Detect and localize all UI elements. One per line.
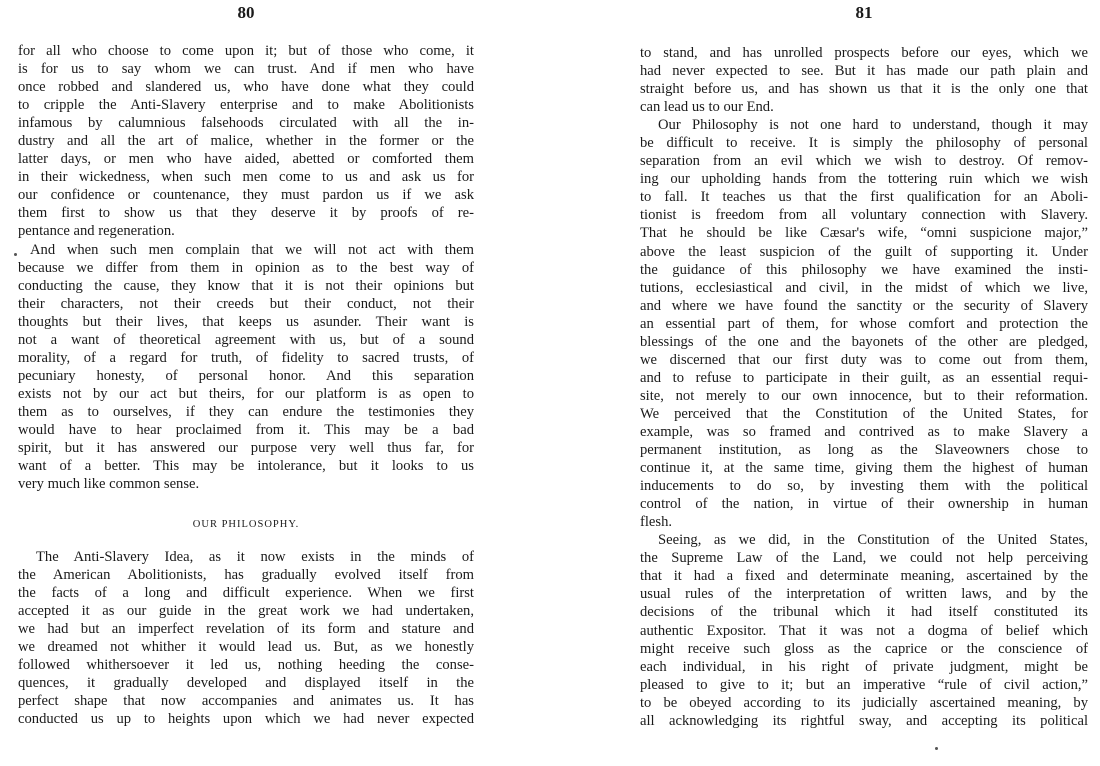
text-line: in their wickedness, when such men come to us and ask us for: [18, 169, 474, 186]
text-line: we had but an imperfect revelation of its form and stature and: [18, 621, 474, 638]
text-line: an essential part of them, for whose comfort and protection the: [640, 315, 1088, 332]
text-line: authentic Expositor. That it was not a dogma of belief which: [640, 622, 1088, 639]
text-line: might receive such gloss as the caprice or the conscience of: [640, 640, 1088, 657]
text-line: site, not merely to our own innocence, but to their reformation.: [640, 387, 1088, 404]
text-line: them as to ourselves, if they can endure the testimonies they: [18, 403, 474, 420]
text-line: example, was so framed and contrived as to make Slavery a: [640, 423, 1088, 440]
text-line: exists not by our act but theirs, for our platform is as open to: [18, 385, 474, 402]
text-line: inducements to do so, by investing them with the political: [640, 478, 1088, 495]
text-line: to cripple the Anti-Slavery enterprise and to make Abolitionists: [18, 97, 474, 114]
text-line: want of a better. This may be intolerance, but it looks to us: [18, 458, 474, 475]
text-line: above the least suspicion of the guilt of supporting it. Under: [640, 243, 1088, 260]
text-line: for all who choose to come upon it; but of those who come, it: [18, 43, 474, 59]
text-line: we discerned that our first duty was to come out from them,: [640, 351, 1088, 368]
text-line: permanent institution, as long as the Slaveowners chose to: [640, 442, 1088, 459]
margin-mark: [14, 253, 17, 256]
text-line: Seeing, as we did, in the Constitution of the United States,: [658, 532, 1088, 549]
text-line: all acknowledging its rightful sway, and accepting its political: [640, 712, 1088, 729]
section-heading: OUR PHILOSOPHY.: [192, 519, 300, 530]
text-line: to fall. It teaches us that the first qualification for an Aboli-: [640, 189, 1088, 206]
text-line: That he should be like Cæsar's wife, “omni suspicione major,”: [640, 225, 1088, 242]
text-line: continue it, at the same time, giving them the highest of human: [640, 460, 1088, 477]
text-line: we dreamed not whither it would lead us. But, as we honestly: [18, 639, 474, 656]
text-line: conducted us up to heights upon which we had never expected: [18, 711, 474, 728]
text-line: to be obeyed according to its judicially ascertained meaning, by: [640, 694, 1088, 711]
left-page: [18, 0, 474, 766]
text-block: [640, 44, 1088, 730]
text-line: each individual, in his right of private judgment, might be: [640, 658, 1088, 675]
text-line: can lead us to our End.: [640, 99, 774, 116]
text-line: once robbed and slandered us, who have done what they could: [18, 79, 474, 96]
text-line: would have to hear proclaimed from it. This may be a bad: [18, 421, 474, 438]
text-line: that it had a fixed and determinate meaning, ascertained by the: [640, 568, 1088, 585]
text-line: The Anti-Slavery Idea, as it now exists in the minds of: [36, 549, 474, 565]
text-line: decisions of the tribunal which it had itself constituted its: [640, 604, 1088, 621]
text-line: straight before us, and has shown us that it is the only one that: [640, 81, 1088, 98]
text-line: Our Philosophy is not one hard to understand, though it may: [658, 117, 1088, 134]
text-line: blessings of the one and the bayonets of the other are pledged,: [640, 333, 1088, 350]
text-line: the guidance of this philosophy we have examined the insti-: [640, 261, 1088, 278]
text-line: pecuniary honesty, of personal honor. And this separation: [18, 367, 474, 384]
text-line: followed whithersoever it led us, nothing heeding the conse-: [18, 657, 474, 674]
text-line: perfect shape that now accompanies and animates us. It has: [18, 693, 474, 710]
text-line: latter days, or men who have aided, abetted or comforted them: [18, 151, 474, 168]
text-line: thoughts but their lives, that keeps us asunder. Their want is: [18, 313, 474, 330]
text-line: the facts of a long and difficult experience. When we first: [18, 585, 474, 602]
text-line: and to refuse to participate in their guilt, as an essential requi-: [640, 369, 1088, 386]
text-line: spirit, but it has answered our purpose very well thus far, for: [18, 440, 474, 457]
text-line: is for us to say whom we can trust. And if men who have: [18, 61, 474, 78]
text-line: tionist is freedom from all voluntary connection with Slavery.: [640, 207, 1088, 224]
page-number: 81: [855, 3, 873, 22]
text-line: And when such men complain that we will not act with them: [30, 241, 474, 258]
text-line: flesh.: [640, 514, 673, 531]
text-line: pleased to give to it; but an imperative “rule of civil action,”: [640, 676, 1088, 693]
text-line: because we differ from them in opinion as to the best way of: [18, 259, 474, 276]
text-line: accepted it as our guide in the great work we had undertaken,: [18, 603, 474, 620]
text-line: and where we have found the sanctity or the security of Slavery: [640, 297, 1088, 314]
text-line: the American Abolitionists, has gradually evolved itself from: [18, 567, 474, 584]
text-line: be difficult to receive. It is simply the philosophy of personal: [640, 135, 1088, 152]
text-line: separation from an evil which we wish to destroy. Of remov-: [640, 153, 1088, 170]
text-line: ing our upholding hands from the tottering ruin which we wish: [640, 171, 1088, 188]
right-page: [640, 0, 1088, 766]
text-line: quences, it gradually developed and displayed itself in the: [18, 675, 474, 692]
text-line: had never expected to see. But it has made our path plain and: [640, 63, 1088, 80]
text-line: usual rules of the interpretation of written laws, and by the: [640, 586, 1088, 603]
text-line: very much like common sense.: [18, 476, 200, 493]
text-block: [18, 548, 474, 728]
page-number: 80: [237, 3, 255, 22]
text-block: [18, 42, 474, 493]
text-line: conducting the cause, they know that it is not their opinions but: [18, 277, 474, 294]
margin-mark: [935, 747, 938, 750]
text-line: morality, of a regard for truth, of fidelity to sacred trusts, of: [18, 349, 474, 366]
text-line: pentance and regeneration.: [18, 223, 175, 240]
text-line: the Supreme Law of the Land, we could not help perceiving: [640, 550, 1088, 567]
text-line: to stand, and has unrolled prospects before our eyes, which we: [640, 45, 1088, 61]
text-line: dustry and all the art of malice, whether in the former or the: [18, 133, 474, 150]
text-line: not a want of theoretical agreement with us, but of a sound: [18, 331, 474, 348]
text-line: We perceived that the Constitution of the United States, for: [640, 405, 1088, 422]
text-line: control of the nation, in virtue of their ownership in human: [640, 496, 1088, 513]
text-line: tutions, ecclesiastical and civil, in the midst of which we live,: [640, 279, 1088, 296]
text-line: them first to show us that they deserve it by proofs of re-: [18, 205, 474, 222]
text-line: their characters, not their creeds but their conduct, not their: [18, 295, 474, 312]
text-line: our confidence or countenance, they must pardon us if we ask: [18, 187, 474, 204]
text-line: infamous by calumnious falsehoods circulated with all the in-: [18, 115, 474, 132]
